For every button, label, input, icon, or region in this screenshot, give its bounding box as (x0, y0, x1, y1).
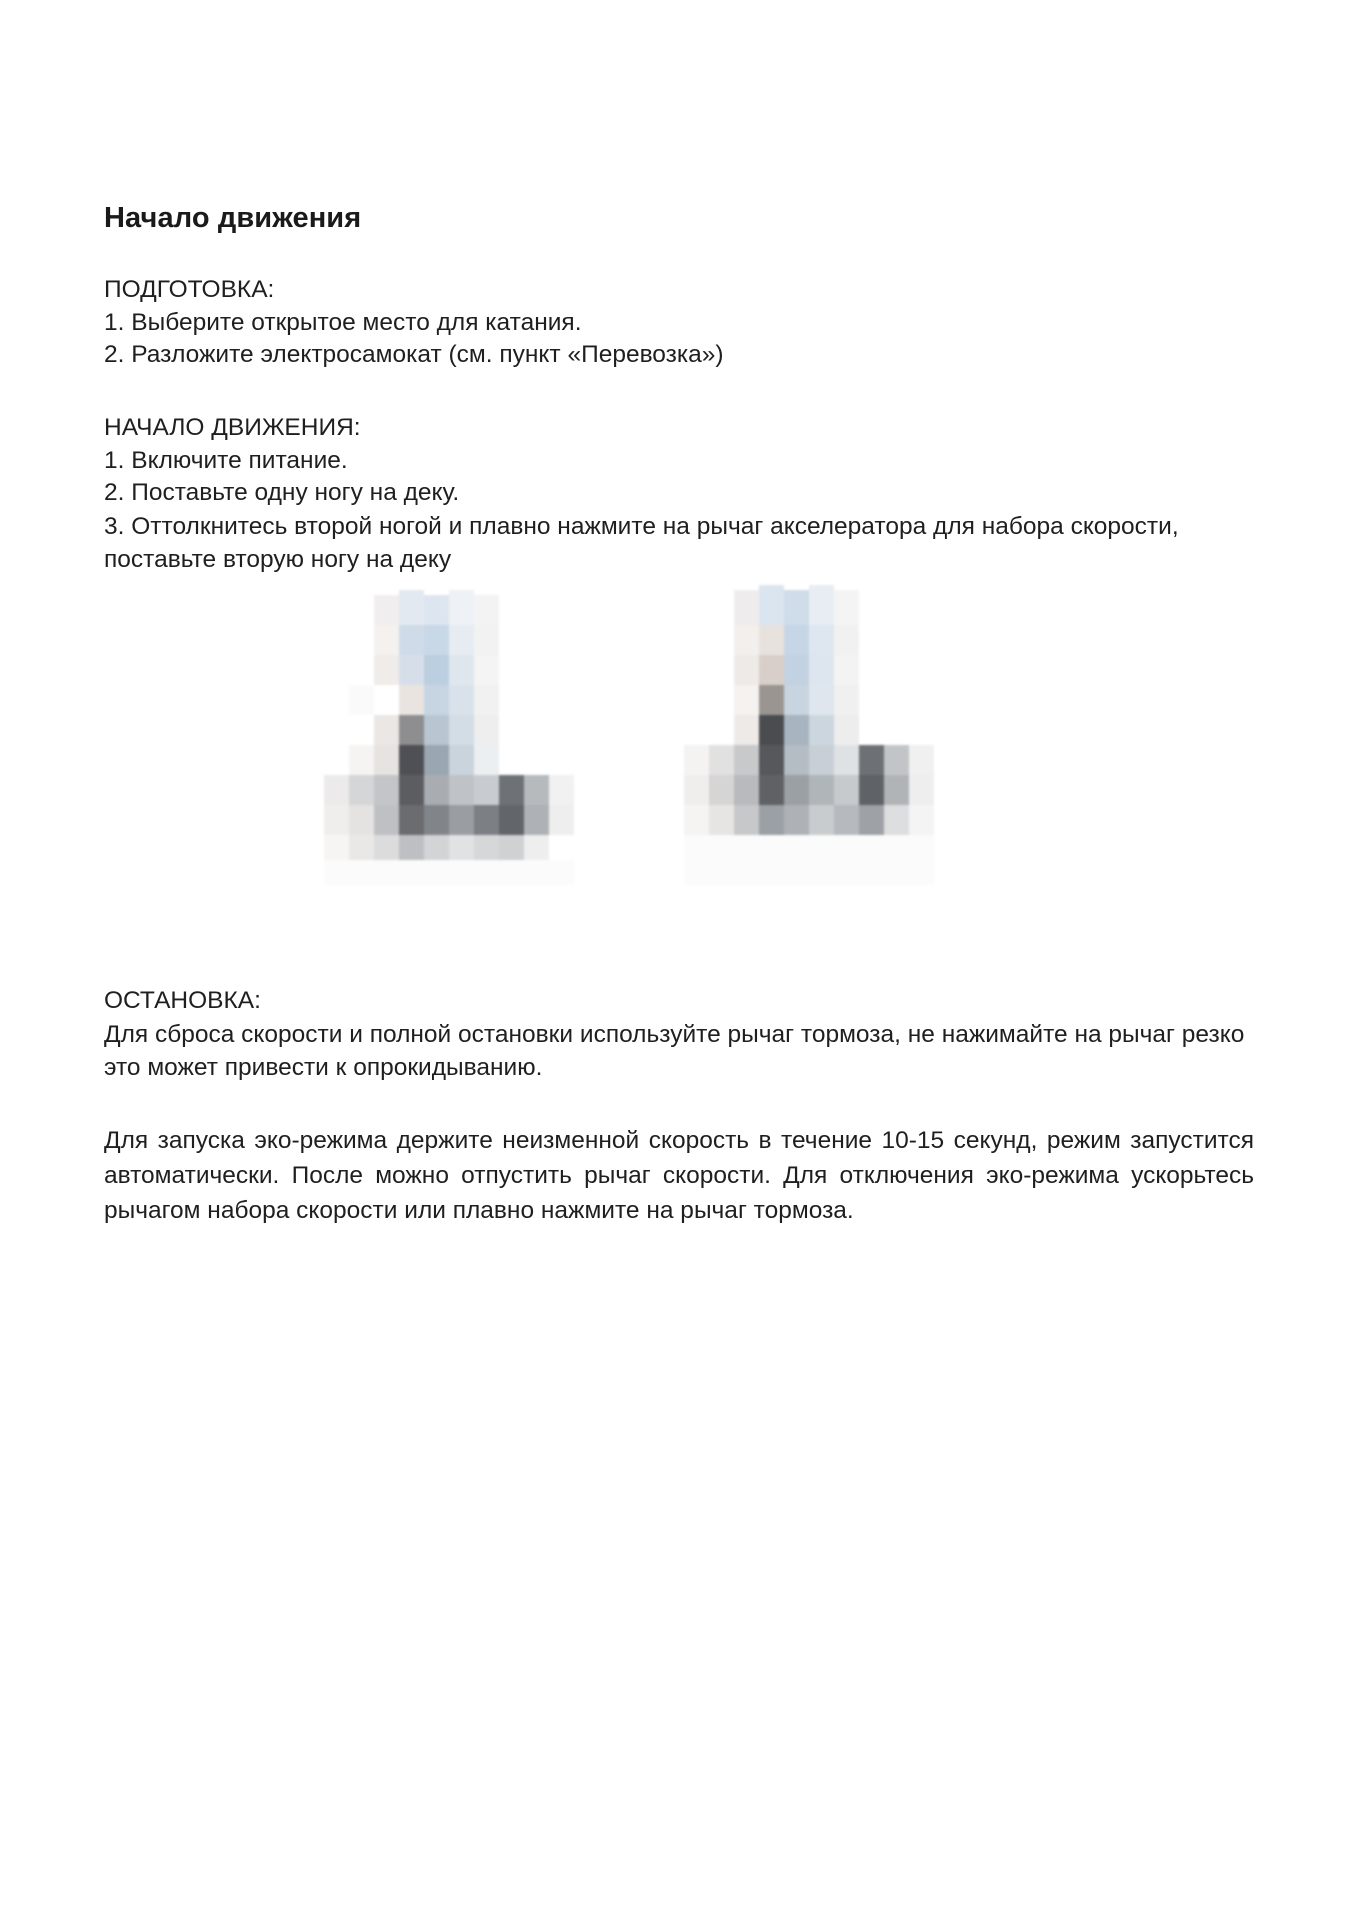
section-stopping-heading: ОСТАНОВКА: (104, 987, 261, 1014)
section-start-riding (104, 412, 1254, 510)
section-stopping-body: Для сброса скорости и полной остановки используйте рычаг тормоза, не нажимайте на рычаг резко это может привести к опрокидыванию. (104, 1020, 1245, 1081)
page-title: Начало движения (104, 202, 362, 234)
pixelated-photo-rider-pushing-off (284, 585, 639, 885)
section-stopping (104, 985, 1254, 1018)
section-preparation-heading: ПОДГОТОВКА: (104, 276, 275, 304)
section-preparation-item-1: 1. Выберите открытое место для катания. (104, 308, 582, 336)
section-eco-mode-body: Для запуска эко-режима держите неизменной скорость в течение 10-15 секунд, режим запустится автоматически. После можно отпустить рычаг скорости. Для отключения эко-режима ускорьтесь рычагом набора скорости или плавно нажмите на рычаг тормоза. (104, 1127, 1254, 1224)
section-preparation-item-2: 2. Разложите электросамокат (см. пункт «Перевозка») (104, 341, 724, 369)
section-start-riding-heading: НАЧАЛО ДВИЖЕНИЯ: (104, 413, 361, 441)
section-start-riding-item-2: 2. Поставьте одну ногу на деку. (104, 479, 460, 507)
section-preparation (104, 274, 1254, 372)
section-start-riding-item-1: 1. Включите питание. (104, 446, 348, 474)
spacer-lower (104, 1084, 1254, 1124)
pixelated-photo-rider-both-feet-on-deck (664, 585, 964, 885)
figure-strip (104, 585, 1254, 885)
spacer (104, 372, 1254, 412)
figure-left-mosaic (284, 585, 639, 885)
document-content (104, 200, 1254, 576)
section-start-riding-item-3: 3. Оттолкнитесь второй ногой и плавно нажмите на рычаг акселератора для набора скорости, поставьте вторую ногу на деку (104, 512, 1179, 574)
document-content-lower (104, 985, 1254, 1229)
figure-right-mosaic (664, 585, 964, 885)
